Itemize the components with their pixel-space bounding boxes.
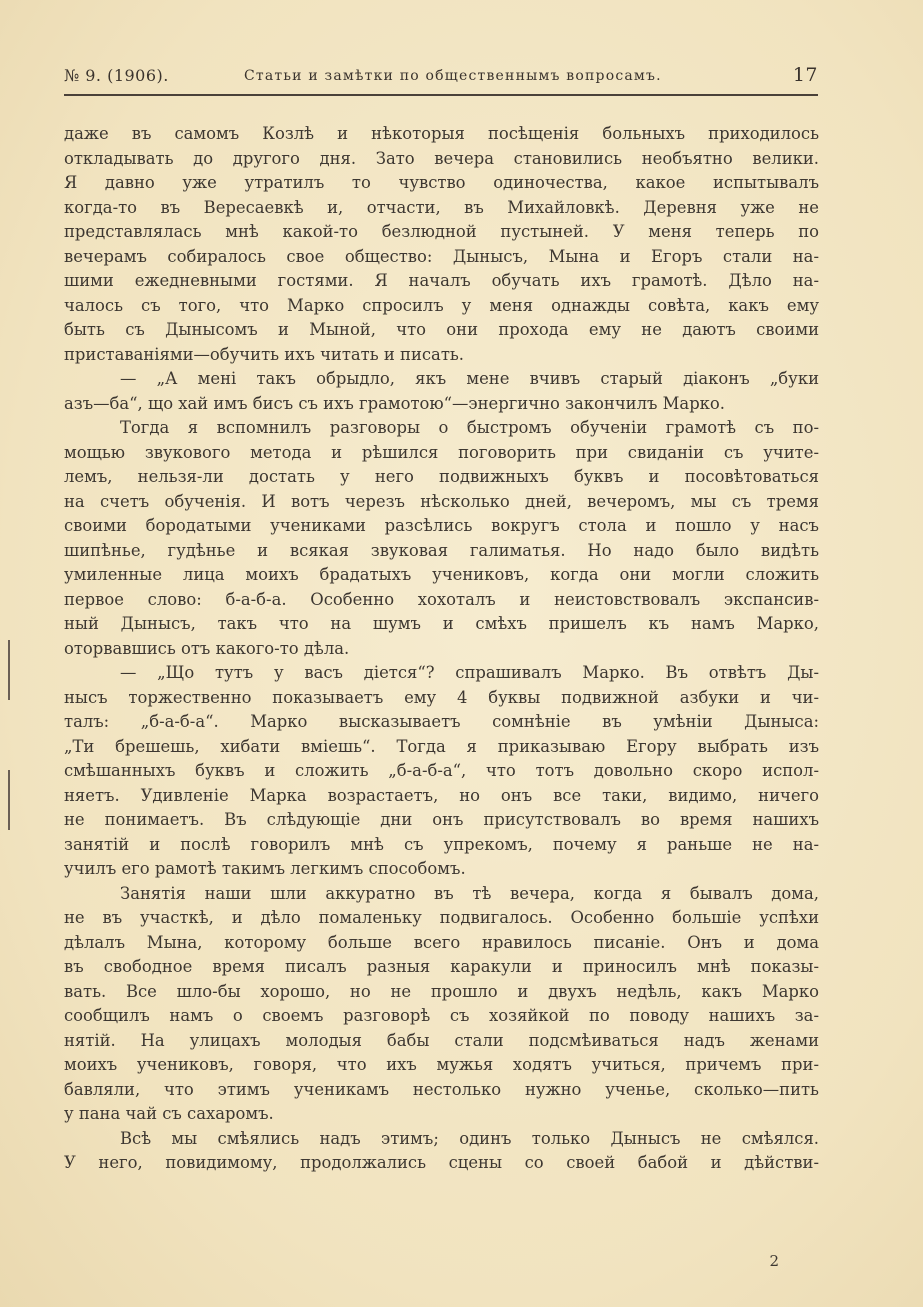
text-line: мощью звукового метода и рѣшился поговорить при свиданiи съ учите- bbox=[64, 442, 819, 462]
text-line: шипѣнье, гудѣнье и всякая звуковая галиматья. Но надо было видѣть bbox=[64, 540, 819, 560]
text-line: когда-то въ Вересаевкѣ и, отчасти, въ Михайловкѣ. Деревня уже не bbox=[64, 197, 819, 217]
margin-mark bbox=[8, 640, 10, 700]
text-line: у пана чай съ сахаромъ. bbox=[64, 1104, 274, 1123]
text-line: „Ти брешешь, хибати вмiешь“. Тогда я приказываю Егору выбрать изъ bbox=[64, 736, 819, 756]
text-line: на счетъ обученія. И вотъ черезъ нѣсколько дней, вечеромъ, мы съ тремя bbox=[64, 491, 819, 511]
text-line: — „Що тутъ у васъ дiется“? спрашивалъ Марко. Въ отвѣтъ Ды- bbox=[120, 663, 819, 682]
text-line: вать. Все шло-бы хорошо, но не прошло и двухъ недѣль, какъ Марко bbox=[64, 981, 819, 1001]
text-line: училъ его рамотѣ такимъ легкимъ способомъ. bbox=[64, 859, 466, 878]
running-header bbox=[64, 62, 818, 92]
text-line: даже въ самомъ Козлѣ и нѣкоторыя посѣщенія больныхъ приходилось bbox=[64, 124, 819, 143]
text-line: няетъ. Удивленіе Марка возрастаетъ, но онъ все таки, видимо, ничего bbox=[64, 785, 819, 805]
text-line: нятій. На улицахъ молодыя бабы стали подсмѣиваться надъ женами bbox=[64, 1030, 819, 1050]
text-line: не въ участкѣ, и дѣло помаленьку подвигалось. Особенно большіе успѣхи bbox=[64, 908, 819, 927]
signature-mark: 2 bbox=[769, 1252, 779, 1270]
text-line: откладывать до другого дня. Зато вечера становились необъятно велики. bbox=[64, 148, 819, 168]
text-line: въ свободное время писалъ разныя каракули и приносилъ мнѣ показы- bbox=[64, 957, 819, 976]
text-line: азъ—ба“, що хай имъ бисъ съ ихъ грамотою“—энергично закончилъ Марко. bbox=[64, 393, 726, 413]
text-line: — „А менi такъ обрыдло, якъ мене вчивъ старый дiаконъ „буки bbox=[120, 369, 819, 388]
page-number: 17 bbox=[792, 64, 818, 86]
text-line: ный Дынысъ, такъ что на шумъ и смѣхъ пришелъ къ намъ Марко, bbox=[64, 614, 819, 633]
issue-number: № 9. (1906). bbox=[64, 66, 169, 85]
running-title: Статьи и замѣтки по общественнымъ вопросамъ. bbox=[244, 68, 662, 84]
body-text bbox=[64, 122, 819, 1176]
text-line: лемъ, нельзя-ли достать у него подвижныхъ буквъ и посовѣтоваться bbox=[64, 467, 819, 486]
text-line: бавляли, что этимъ ученикамъ нестолько нужно ученье, сколько—пить bbox=[64, 1079, 819, 1099]
text-line: не понимаетъ. Въ слѣдующіе дни онъ присутствовалъ во время нашихъ bbox=[64, 810, 819, 829]
text-line: сообщилъ намъ о своемъ разговорѣ съ хозяйкой по поводу нашихъ за- bbox=[64, 1006, 819, 1025]
text-line: Я давно уже утратилъ то чувство одиночества, какое испытывалъ bbox=[64, 173, 819, 192]
text-line: приставаніями—обучить ихъ читать и писать. bbox=[64, 344, 465, 364]
text-line: моихъ учениковъ, говоря, что ихъ мужья ходятъ учиться, причемъ при- bbox=[64, 1055, 819, 1074]
text-line: занятій и послѣ говорилъ мнѣ съ упрекомъ, почему я раньше не на- bbox=[64, 834, 819, 854]
text-line: шими ежедневными гостями. Я началъ обучать ихъ грамотѣ. Дѣло на- bbox=[64, 271, 819, 290]
text-line: представлялась мнѣ какой-то безлюдной пустыней. У меня теперь по bbox=[64, 222, 819, 241]
text-line: У него, повидимому, продолжались сцены со своей бабой и дѣйстви- bbox=[64, 1153, 819, 1172]
text-line: Всѣ мы смѣялись надъ этимъ; одинъ только Дынысъ не смѣялся. bbox=[120, 1128, 819, 1148]
text-line: вечерамъ собиралось свое общество: Дынысъ, Мына и Егоръ стали на- bbox=[64, 246, 819, 266]
text-line: первое слово: б-а-б-а. Особенно хохоталъ и неистовствовалъ экспансив- bbox=[64, 589, 819, 609]
text-line: оторвавшись отъ какого-то дѣла. bbox=[64, 638, 350, 658]
text-line: Занятія наши шли аккуратно въ тѣ вечера, когда я бывалъ дома, bbox=[120, 883, 819, 903]
text-line: своими бородатыми учениками разсѣлись вокругъ стола и пошло у насъ bbox=[64, 516, 819, 535]
text-line: быть съ Дынысомъ и Мыной, что они прохода ему не даютъ своими bbox=[64, 320, 819, 339]
text-line: талъ: „б-а-б-а“. Марко высказываетъ сомнѣніе въ умѣніи Дыныса: bbox=[64, 712, 819, 731]
text-line: дѣлалъ Мына, которому больше всего нравилось писаніе. Онъ и дома bbox=[64, 932, 819, 952]
text-line: нысъ торжественно показываетъ ему 4 буквы подвижной азбуки и чи- bbox=[64, 687, 819, 707]
text-line: смѣшанныхъ буквъ и сложить „б-а-б-а“, что тотъ довольно скоро испол- bbox=[64, 761, 819, 780]
text-line: умиленные лица моихъ брадатыхъ учениковъ, когда они могли сложить bbox=[64, 565, 819, 584]
header-rule bbox=[64, 94, 818, 96]
text-line: Тогда я вспомнилъ разговоры о быстромъ обученiи грамотѣ съ по- bbox=[120, 418, 819, 437]
margin-mark bbox=[8, 770, 10, 830]
text-line: чалось съ того, что Марко спросилъ у меня однажды совѣта, какъ ему bbox=[64, 295, 819, 315]
